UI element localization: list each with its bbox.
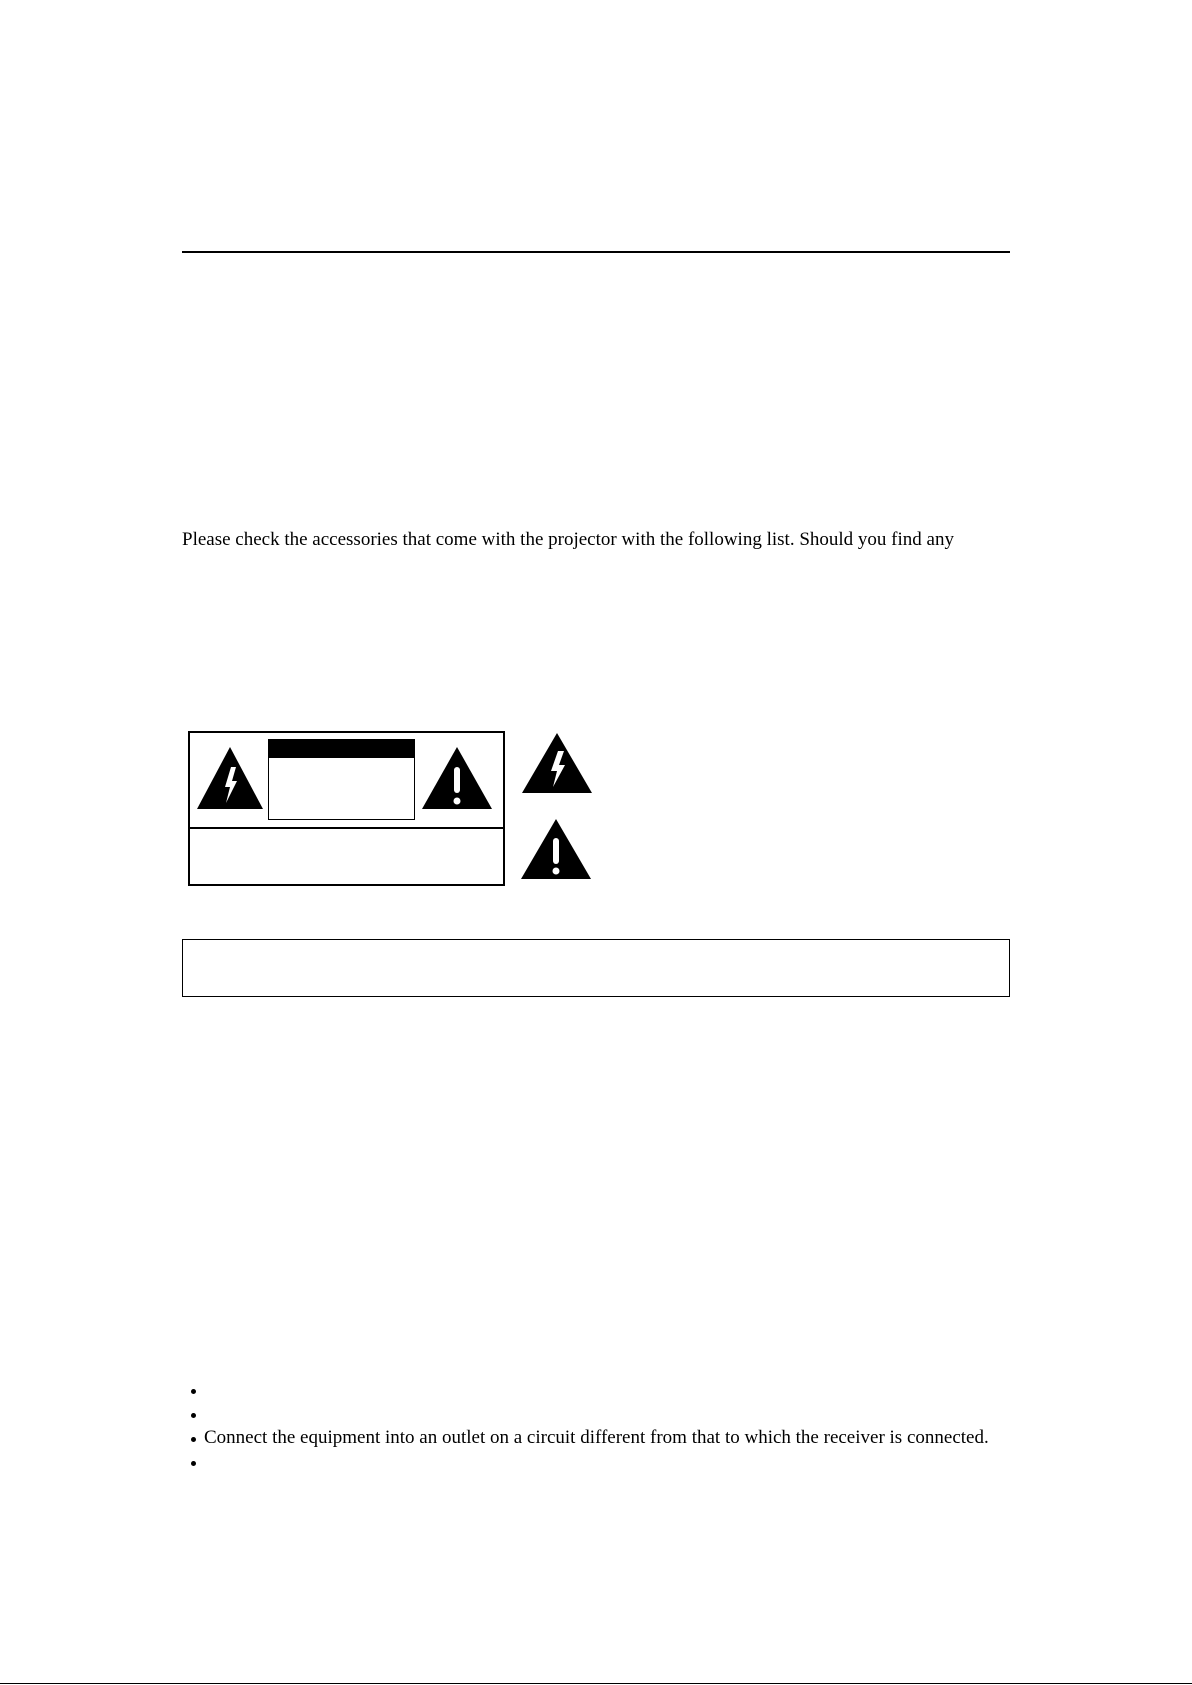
exclamation-warning-icon xyxy=(420,745,494,811)
header-rule xyxy=(182,251,1010,253)
list-item xyxy=(186,1450,989,1474)
bullet-icon xyxy=(191,1461,196,1466)
bullet-icon xyxy=(191,1413,196,1418)
bullet-icon xyxy=(191,1437,196,1442)
caution-box xyxy=(268,739,415,820)
list-item xyxy=(186,1402,989,1426)
warning-label xyxy=(188,731,505,886)
accessories-intro: Please check the accessories that come with the projector with the following list. Should you find any xyxy=(182,529,954,550)
notice-box xyxy=(182,939,1010,997)
footer-rule xyxy=(0,1683,1192,1684)
bullet-icon xyxy=(191,1389,196,1394)
warning-label-divider xyxy=(188,827,505,829)
lightning-warning-icon xyxy=(520,731,594,795)
list-item: Connect the equipment into an outlet on a circuit different from that to which the receiver is connected. xyxy=(186,1426,989,1450)
exclamation-warning-icon xyxy=(519,817,593,881)
list-item xyxy=(186,1378,989,1402)
lightning-warning-icon xyxy=(195,745,265,811)
caution-header-bar xyxy=(269,740,414,758)
interference-measures-list xyxy=(186,1378,989,1474)
